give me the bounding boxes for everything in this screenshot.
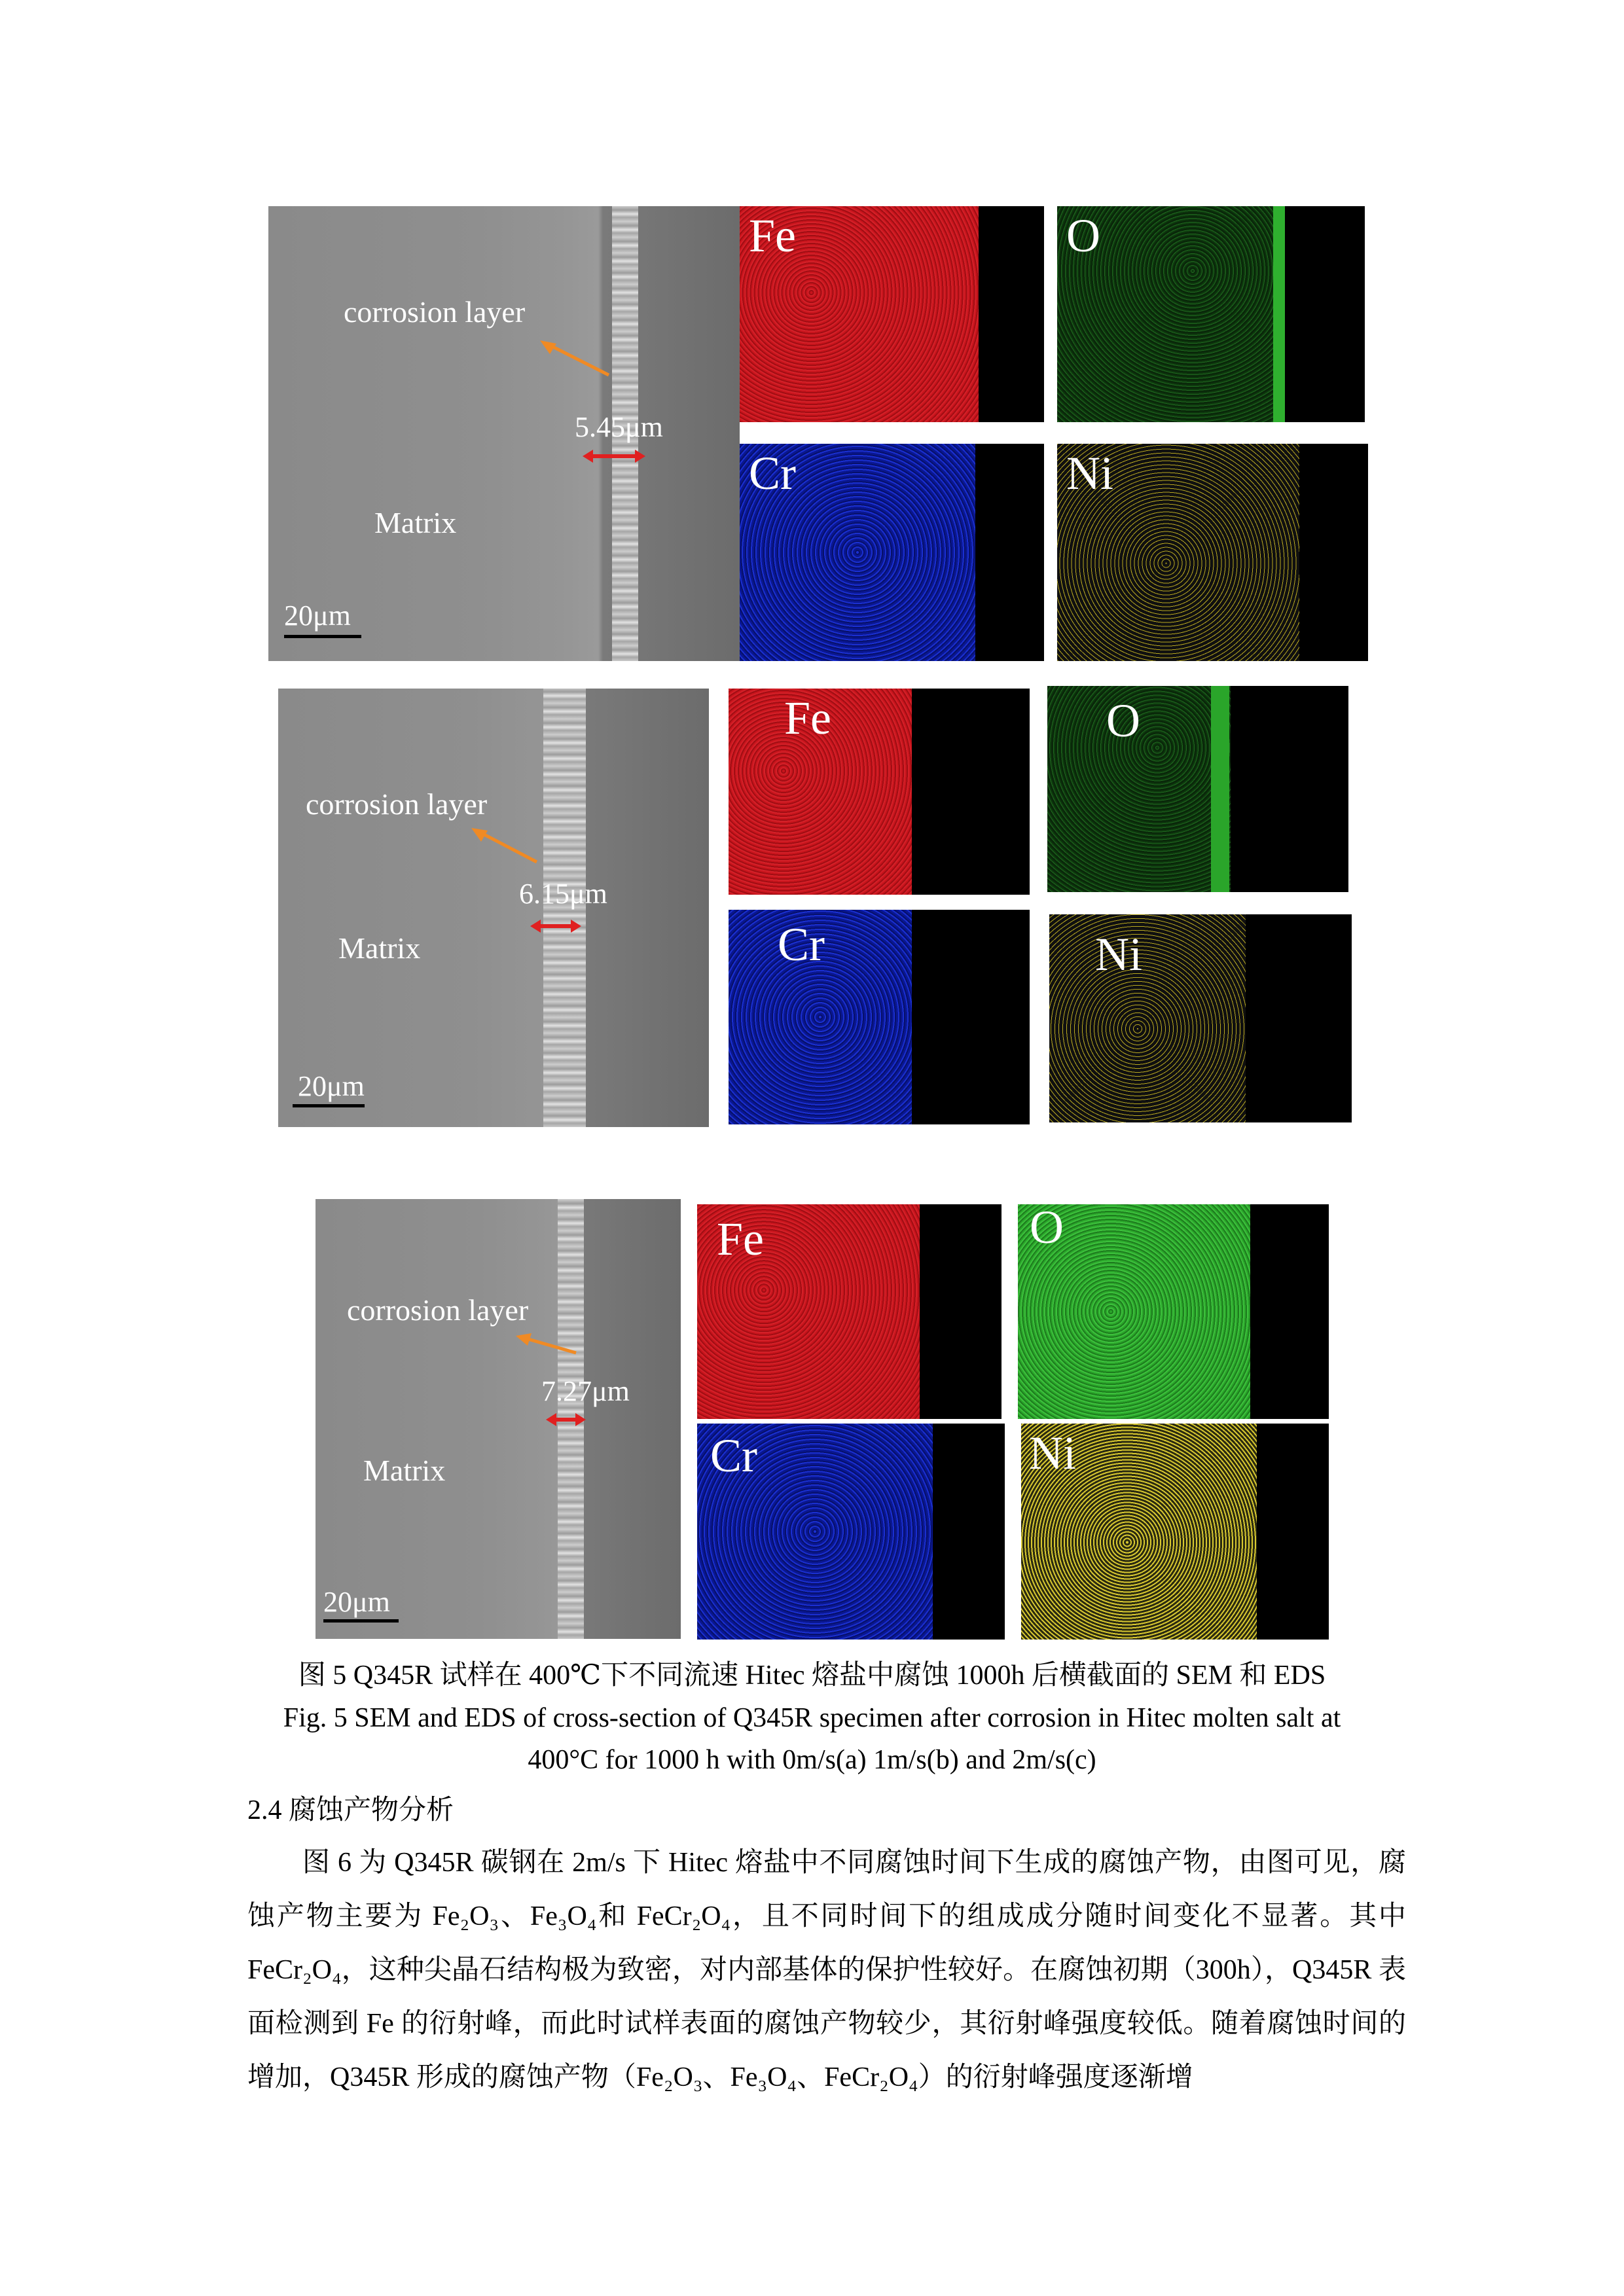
- eds-map-fe-c: [697, 1204, 1001, 1419]
- eds-map-cr-a: [740, 444, 1044, 661]
- element-label: O: [1030, 1204, 1064, 1253]
- matrix-label: Matrix: [374, 506, 457, 539]
- section-heading: 2.4 腐蚀产物分析: [247, 1795, 454, 1825]
- element-label: Fe: [717, 1213, 764, 1265]
- eds-map-cr-c: [697, 1424, 1005, 1640]
- matrix-label: Matrix: [338, 931, 421, 965]
- eds-map-cr-b: [729, 910, 1030, 1124]
- element-label: Ni: [1066, 447, 1113, 499]
- eds-map-ni-b: [1049, 914, 1352, 1122]
- eds-map-fe-b: [729, 689, 1030, 895]
- element-label: Ni: [1029, 1427, 1076, 1479]
- pointer-arrow: [268, 206, 740, 661]
- matrix-label: Matrix: [363, 1454, 446, 1487]
- sem-image-b: [278, 689, 709, 1127]
- pointer-arrow: [316, 1199, 681, 1639]
- element-label: O: [1106, 694, 1140, 747]
- eds-map-ni-a: [1057, 444, 1368, 661]
- element-label: O: [1066, 209, 1100, 262]
- sem-image-c: [316, 1199, 681, 1639]
- scale-bar: [323, 1619, 399, 1623]
- scale-label: 20μm: [284, 600, 351, 632]
- eds-map-ni-c: [1021, 1424, 1329, 1640]
- eds-map-fe-a: [740, 206, 1044, 422]
- eds-map-o-b: [1047, 686, 1348, 892]
- sem-image-a: [268, 206, 740, 661]
- figure-caption-cn: 图 5 Q345R 试样在 400℃下不同流速 Hitec 熔盐中腐蚀 1000h 后横截面的 SEM 和 EDS: [298, 1660, 1326, 1691]
- scale-bar: [284, 635, 361, 638]
- thickness-label: 7.27μm: [541, 1375, 630, 1407]
- corrosion-layer-label: corrosion layer: [347, 1293, 529, 1327]
- corrosion-layer-label: corrosion layer: [344, 295, 526, 329]
- element-label: Cr: [710, 1429, 757, 1482]
- thickness-label: 6.15μm: [519, 878, 607, 910]
- pointer-arrow: [278, 689, 709, 1127]
- scale-label: 20μm: [323, 1586, 390, 1618]
- eds-map-o-c: [1018, 1204, 1329, 1419]
- element-label: Ni: [1095, 928, 1142, 980]
- scale-bar: [293, 1104, 365, 1107]
- scale-label: 20μm: [298, 1070, 365, 1102]
- thickness-label: 5.45μm: [575, 411, 663, 443]
- element-label: Cr: [749, 447, 796, 499]
- corrosion-layer-label: corrosion layer: [306, 787, 488, 821]
- eds-map-o-a: [1057, 206, 1365, 422]
- element-label: Fe: [784, 692, 831, 744]
- figure-caption-en-line1: Fig. 5 SEM and EDS of cross-section of Q345R specimen after corrosion in Hitec molten salt at: [283, 1703, 1341, 1733]
- element-label: Cr: [778, 918, 825, 971]
- body-paragraph: 图 6 为 Q345R 碳钢在 2m/s 下 Hitec 熔盐中不同腐蚀时间下生成的腐蚀产物，由图可见，腐蚀产物主要为 Fe₂O₃、Fe₃O₄和 FeCr₂O₄，且不同时间下的组成成分随时间变化不显著。其中 FeCr₂O₄，这种尖晶石结构极为致密，对内部基体的保护性较好。在腐蚀初期（300h），Q345R 表面检测到 Fe 的衍射峰，而此时试样表面的腐蚀产物较少，其衍射峰强度较低。随着腐蚀时间的增加，Q345R 形成的腐蚀产物（Fe₂O₃、Fe₃O₄、FeCr₂O₄）的衍射峰强度逐渐增: [247, 1848, 1406, 2092]
- figure-caption-en-line2: 400°C for 1000 h with 0m/s(a) 1m/s(b) and 2m/s(c): [528, 1745, 1096, 1775]
- element-label: Fe: [749, 209, 796, 262]
